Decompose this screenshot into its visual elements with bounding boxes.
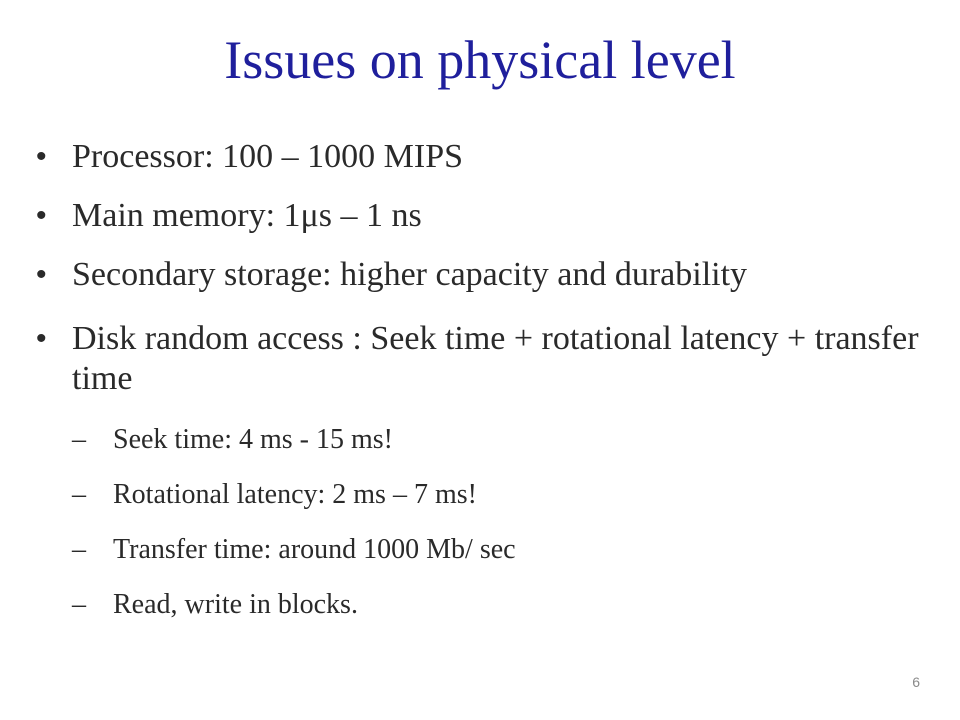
bullet-text: Main memory: 1μs – 1 ns (72, 197, 422, 234)
slide-title: Issues on physical level (224, 30, 736, 90)
sub-bullet-text: Seek time: 4 ms - 15 ms! (113, 424, 393, 455)
page-number: 6 (912, 674, 920, 690)
bullet-text: Secondary storage: higher capacity and durability (72, 256, 748, 293)
bullet-marker: • (36, 322, 47, 355)
sub-bullet-text: Transfer time: around 1000 Mb/ sec (113, 534, 516, 565)
sub-bullet-marker: – (72, 534, 86, 565)
bullet-text: Processor: 100 – 1000 MIPS (72, 138, 464, 175)
sub-bullet-marker: – (72, 589, 86, 620)
bullet-marker: • (36, 140, 47, 173)
sub-bullet-marker: – (72, 479, 86, 510)
bullet-text: Disk random access : Seek time + rotational latency + transfer time (72, 320, 919, 397)
sub-bullet-text: Read, write in blocks. (113, 589, 358, 620)
sub-bullet-text: Rotational latency: 2 ms – 7 ms! (113, 479, 477, 510)
sub-bullet-marker: – (72, 424, 86, 455)
bullet-marker: • (36, 258, 47, 291)
bullet-marker: • (36, 199, 47, 232)
